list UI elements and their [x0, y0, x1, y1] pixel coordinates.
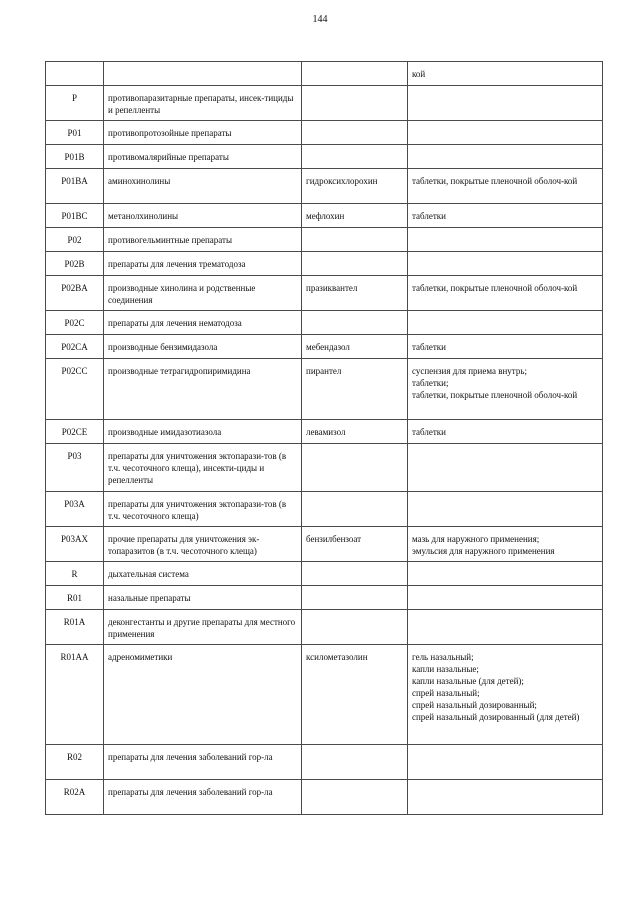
group-name-cell: деконгестанты и другие препараты для местного применения — [104, 610, 302, 645]
group-name-cell: противопротозойные препараты — [104, 121, 302, 145]
group-name-cell: аминохинолины — [104, 169, 302, 204]
group-name-cell: назальные препараты — [104, 586, 302, 610]
group-name-cell: производные тетрагидропиримидина — [104, 359, 302, 420]
table-row — [46, 562, 603, 586]
atc-code-cell: R01AA — [46, 645, 104, 745]
drug-name-cell — [302, 492, 408, 527]
dosage-form-line: таблетки — [412, 427, 447, 437]
table-row — [46, 204, 603, 228]
drug-name-cell — [302, 311, 408, 335]
table-body — [46, 62, 603, 815]
dosage-form-cell — [408, 610, 603, 645]
dosage-form-line: капли назальные; — [412, 664, 479, 674]
table-row — [46, 527, 603, 562]
table-row — [46, 444, 603, 492]
atc-code-cell: P02CA — [46, 335, 104, 359]
table-row — [46, 335, 603, 359]
table-row — [46, 586, 603, 610]
table-row — [46, 62, 603, 86]
drug-name-cell: мефлохин — [302, 204, 408, 228]
dosage-form-cell — [408, 252, 603, 276]
table-row — [46, 492, 603, 527]
dosage-form-line: гель назальный; — [412, 652, 474, 662]
table-row — [46, 145, 603, 169]
dosage-form-cell — [408, 780, 603, 815]
atc-code-cell: P03 — [46, 444, 104, 492]
dosage-form-cell — [408, 86, 603, 121]
dosage-form-cell — [408, 145, 603, 169]
table-row — [46, 276, 603, 311]
group-name-cell: препараты для лечения заболеваний гор-ла — [104, 745, 302, 780]
table-row — [46, 86, 603, 121]
dosage-form-cell — [408, 359, 603, 420]
dosage-form-line: спрей назальный; — [412, 688, 480, 698]
dosage-form-cell — [408, 745, 603, 780]
drug-name-cell — [302, 121, 408, 145]
dosage-form-line: таблетки — [412, 211, 447, 221]
group-name-cell: производные хинолина и родственные соединения — [104, 276, 302, 311]
atc-code-cell: P03AX — [46, 527, 104, 562]
drug-name-cell: ксилометазолин — [302, 645, 408, 745]
atc-code-cell — [46, 62, 104, 86]
dosage-form-cell — [408, 121, 603, 145]
dosage-form-cell — [408, 169, 603, 204]
group-name-cell — [104, 62, 302, 86]
drug-name-cell — [302, 780, 408, 815]
dosage-form-line: таблетки, покрытые пленочной оболоч-кой — [412, 283, 578, 293]
drug-name-cell: празиквантел — [302, 276, 408, 311]
table-row — [46, 359, 603, 420]
dosage-form-cell — [408, 204, 603, 228]
dosage-form-cell — [408, 335, 603, 359]
drug-name-cell — [302, 610, 408, 645]
page-number: 144 — [312, 14, 328, 25]
dosage-form-cell — [408, 527, 603, 562]
dosage-form-line: таблетки, покрытые пленочной оболоч-кой — [412, 176, 578, 186]
group-name-cell: противомалярийные препараты — [104, 145, 302, 169]
drug-name-cell — [302, 562, 408, 586]
table-row — [46, 645, 603, 745]
dosage-form-cell — [408, 311, 603, 335]
dosage-form-line: кой — [412, 69, 426, 79]
drug-name-cell — [302, 86, 408, 121]
drug-name-cell: гидроксихлорохин — [302, 169, 408, 204]
dosage-form-line: суспензия для приема внутрь; — [412, 366, 527, 376]
drug-name-cell — [302, 228, 408, 252]
group-name-cell: дыхательная система — [104, 562, 302, 586]
group-name-cell: препараты для уничтожения эктопарази-тов (в т.ч. чесоточного клеща), инсекти-циды и репелленты — [104, 444, 302, 492]
table-row — [46, 420, 603, 444]
atc-code-cell: R — [46, 562, 104, 586]
dosage-form-line: эмульсия для наружного применения — [412, 546, 555, 556]
dosage-form-line: таблетки — [412, 342, 447, 352]
atc-code-cell: R02A — [46, 780, 104, 815]
drug-name-cell: бензилбензоат — [302, 527, 408, 562]
dosage-form-cell — [408, 645, 603, 745]
dosage-form-line: спрей назальный дозированный; — [412, 700, 537, 710]
dosage-form-cell — [408, 562, 603, 586]
drug-classification-table — [45, 61, 603, 815]
table-row — [46, 121, 603, 145]
table-row — [46, 228, 603, 252]
atc-code-cell: R02 — [46, 745, 104, 780]
group-name-cell: производные имидазотиазола — [104, 420, 302, 444]
dosage-form-line: таблетки; — [412, 378, 449, 388]
atc-code-cell: P01BA — [46, 169, 104, 204]
drug-name-cell — [302, 252, 408, 276]
drug-name-cell — [302, 444, 408, 492]
table-row — [46, 169, 603, 204]
group-name-cell: препараты для лечения трематодоза — [104, 252, 302, 276]
atc-code-cell: P01B — [46, 145, 104, 169]
drug-name-cell: мебендазол — [302, 335, 408, 359]
group-name-cell: противопаразитарные препараты, инсек-тициды и репелленты — [104, 86, 302, 121]
drug-name-cell — [302, 145, 408, 169]
atc-code-cell: P03A — [46, 492, 104, 527]
atc-code-cell: P02BA — [46, 276, 104, 311]
group-name-cell: препараты для лечения заболеваний гор-ла — [104, 780, 302, 815]
table-row — [46, 610, 603, 645]
dosage-form-cell — [408, 62, 603, 86]
drug-name-cell: пирантел — [302, 359, 408, 420]
atc-code-cell: P — [46, 86, 104, 121]
dosage-form-line: мазь для наружного применения; — [412, 534, 540, 544]
table-row — [46, 780, 603, 815]
dosage-form-cell — [408, 492, 603, 527]
dosage-form-cell — [408, 444, 603, 492]
drug-name-cell — [302, 586, 408, 610]
atc-code-cell: P01BC — [46, 204, 104, 228]
table-row — [46, 252, 603, 276]
group-name-cell: прочие препараты для уничтожения эк-топаразитов (в т.ч. чесоточного клеща) — [104, 527, 302, 562]
dosage-form-cell — [408, 228, 603, 252]
drug-name-cell: левамизол — [302, 420, 408, 444]
dosage-form-cell — [408, 276, 603, 311]
dosage-form-line: капли назальные (для детей); — [412, 676, 524, 686]
atc-code-cell: P02CC — [46, 359, 104, 420]
group-name-cell: производные бензимидазола — [104, 335, 302, 359]
atc-code-cell: P02B — [46, 252, 104, 276]
dosage-form-cell — [408, 420, 603, 444]
atc-code-cell: P02CE — [46, 420, 104, 444]
atc-code-cell: R01A — [46, 610, 104, 645]
dosage-form-line: таблетки, покрытые пленочной оболоч-кой — [412, 390, 578, 400]
drug-name-cell — [302, 62, 408, 86]
table-row — [46, 745, 603, 780]
table-row — [46, 311, 603, 335]
atc-code-cell: R01 — [46, 586, 104, 610]
atc-code-cell: P02 — [46, 228, 104, 252]
group-name-cell: препараты для лечения нематодоза — [104, 311, 302, 335]
dosage-form-cell — [408, 586, 603, 610]
group-name-cell: препараты для уничтожения эктопарази-тов (в т.ч. чесоточного клеща) — [104, 492, 302, 527]
drug-name-cell — [302, 745, 408, 780]
dosage-form-line: спрей назальный дозированный (для детей) — [412, 712, 580, 722]
atc-code-cell: P01 — [46, 121, 104, 145]
atc-code-cell: P02C — [46, 311, 104, 335]
group-name-cell: противогельминтные препараты — [104, 228, 302, 252]
group-name-cell: метанолхинолины — [104, 204, 302, 228]
group-name-cell: адреномиметики — [104, 645, 302, 745]
